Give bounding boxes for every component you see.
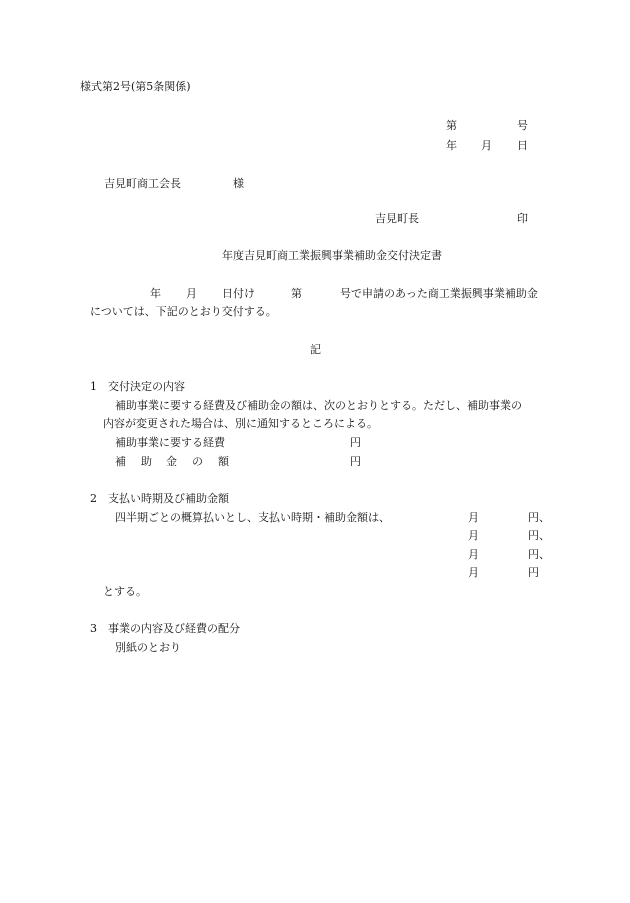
grant-label-char: の [192, 455, 203, 468]
grant-label-char: 補 [115, 455, 126, 468]
section2-closing: とする。 [103, 585, 147, 598]
form-label: 様式第2号(第5条関係) [80, 80, 191, 93]
payment-yen: 円、 [528, 511, 550, 524]
grant-label-char: 助 [141, 455, 152, 468]
section1-para-line-1: 補助事業に要する経費及び補助金の額は、次のとおりとする。ただし、補助事業の [115, 399, 522, 412]
section2-heading: 2 支払い時期及び補助金額 [90, 492, 229, 505]
doc-date-day: 日 [517, 139, 528, 152]
doc-number-go: 号 [517, 119, 528, 132]
intro-dai: 第 [291, 287, 302, 300]
grant-label-char: 額 [218, 455, 229, 468]
payment-month: 月 [468, 529, 479, 542]
payment-month: 月 [468, 566, 479, 579]
issuer-seal: 印 [517, 212, 528, 225]
payment-yen: 円、 [528, 529, 550, 542]
payment-yen: 円、 [528, 548, 550, 561]
doc-date-month: 月 [481, 139, 492, 152]
intro-year: 年 [150, 287, 161, 300]
grant-label-char: 金 [166, 455, 177, 468]
addressee-name: 吉見町商工会長 [104, 177, 181, 190]
doc-number-dai: 第 [446, 119, 457, 132]
section1-para-line-2: 内容が変更された場合は、別に通知するところによる。 [103, 417, 378, 430]
issuer-name: 吉見町長 [375, 212, 419, 225]
grant-unit: 円 [350, 455, 361, 468]
intro-rest: 号で申請のあった商工業振興事業補助金 [340, 287, 538, 300]
payment-month: 月 [468, 511, 479, 524]
intro-month: 月 [186, 287, 197, 300]
document-title: 年度吉見町商工業振興事業補助金交付決定書 [222, 249, 442, 262]
ki-marker: 記 [310, 343, 321, 356]
expense-label: 補助事業に要する経費 [115, 436, 225, 449]
addressee-honorific: 様 [233, 177, 244, 190]
intro-dated: 日付け [222, 287, 255, 300]
section2-para: 四半期ごとの概算払いとし、支払い時期・補助金額は、 [115, 511, 390, 524]
expense-unit: 円 [350, 436, 361, 449]
section1-heading: 1 交付決定の内容 [90, 380, 185, 393]
payment-yen: 円 [528, 566, 539, 579]
section3-body: 別紙のとおり [115, 641, 181, 654]
doc-date-year: 年 [446, 139, 457, 152]
intro-line-2: については、下記のとおり交付する。 [90, 305, 277, 318]
payment-month: 月 [468, 548, 479, 561]
section3-heading: 3 事業の内容及び経費の配分 [90, 622, 240, 635]
